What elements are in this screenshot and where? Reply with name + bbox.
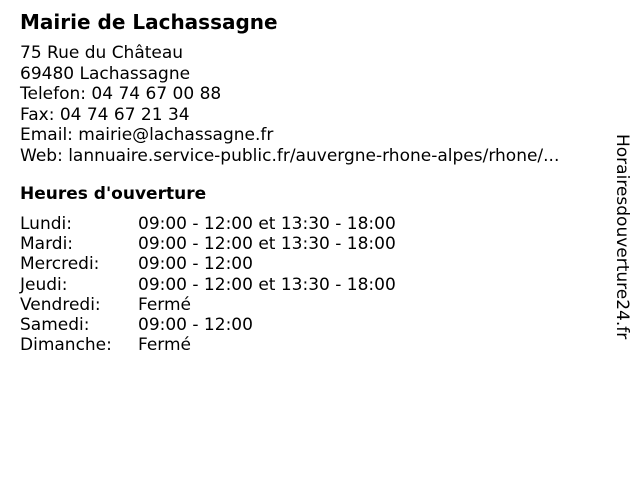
day-hours: Fermé xyxy=(138,294,192,315)
contact-block xyxy=(20,43,559,166)
day-label: Samedi: xyxy=(20,314,90,335)
day-hours: Fermé xyxy=(138,335,192,356)
day-label: Lundi: xyxy=(20,214,72,234)
address-city: 69480 Lachassagne xyxy=(20,63,191,84)
day-label: Mercredi: xyxy=(20,254,100,275)
day-hours: 09:00 - 12:00 et 13:30 - 18:00 xyxy=(138,274,396,295)
hours-heading: Heures d'ouverture xyxy=(20,184,207,204)
page-title: Mairie de Lachassagne xyxy=(20,10,278,34)
day-hours: 09:00 - 12:00 et 13:30 - 18:00 xyxy=(138,214,396,234)
site-watermark: Horairesdouverture24.fr xyxy=(612,134,632,340)
address-street: 75 Rue du Château xyxy=(20,43,184,63)
day-hours: 09:00 - 12:00 xyxy=(138,254,253,275)
day-label: Mardi: xyxy=(20,234,74,255)
email-address: Email: mairie@lachassagne.fr xyxy=(20,125,274,145)
day-label: Jeudi: xyxy=(20,274,68,295)
website-link: Web: lannuaire.service-public.fr/auvergne-rhone-alpes/rhone/... xyxy=(20,145,560,166)
phone-number: Telefon: 04 74 67 00 88 xyxy=(20,84,222,104)
day-label: Dimanche: xyxy=(20,335,112,356)
day-label: Vendredi: xyxy=(20,294,101,315)
day-hours: 09:00 - 12:00 et 13:30 - 18:00 xyxy=(138,234,396,255)
fax-number: Fax: 04 74 67 21 34 xyxy=(20,104,190,125)
day-hours: 09:00 - 12:00 xyxy=(138,314,253,335)
